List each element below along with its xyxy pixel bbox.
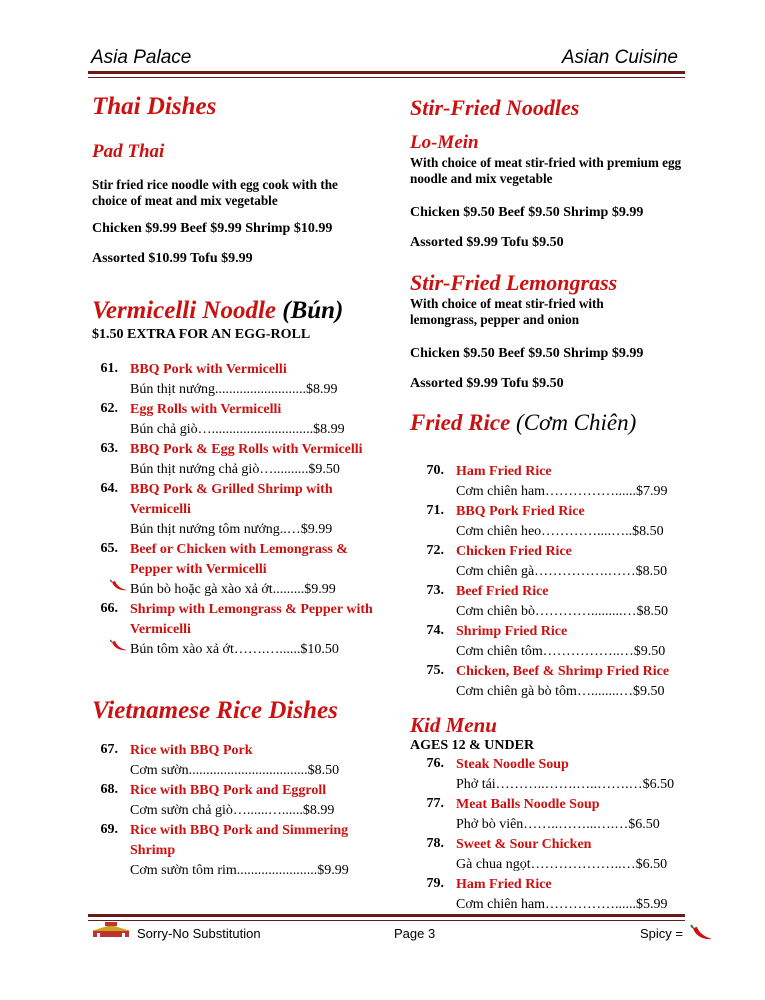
lemongrass-prices: Chicken $9.50 Beef $9.50 Shrimp $9.99 bbox=[410, 346, 644, 361]
menu-item bbox=[92, 741, 382, 781]
item-name: Chicken, Beef & Shrimp Fried Rice bbox=[456, 664, 670, 679]
pad-thai-title: Pad Thai bbox=[92, 141, 165, 162]
vermicelli-title-en: Vermicelli Noodle bbox=[92, 297, 276, 324]
item-viet-name: Cơm sườn chả giò…......…......$8.99 bbox=[130, 803, 335, 818]
lemongrass-desc: With choice of meat stir-fried with lemongrass, pepper and onion bbox=[410, 296, 604, 327]
item-number: 76. bbox=[426, 756, 444, 771]
item-number: 73. bbox=[426, 583, 444, 598]
footer-note: Sorry-No Substitution bbox=[137, 926, 261, 941]
stir-fried-title: Stir-Fried Noodles bbox=[410, 95, 580, 120]
item-name: BBQ Pork & Grilled Shrimp with Vermicelli bbox=[130, 482, 333, 517]
menu-item bbox=[418, 795, 698, 835]
item-viet-name: Phở bò viên……..……...….…$6.50 bbox=[456, 817, 660, 832]
item-name: Rice with BBQ Pork and Simmering Shrimp bbox=[130, 823, 349, 858]
item-number: 61. bbox=[100, 361, 118, 376]
lemongrass-prices-2: Assorted $9.99 Tofu $9.50 bbox=[410, 376, 564, 391]
menu-item bbox=[92, 821, 382, 881]
item-name: Ham Fried Rice bbox=[456, 877, 552, 892]
header-rule-thin bbox=[88, 77, 685, 78]
page-number: Page 3 bbox=[394, 926, 436, 941]
item-name: Beef Fried Rice bbox=[456, 584, 549, 599]
item-number: 64. bbox=[100, 481, 118, 496]
lemongrass-title: Stir-Fried Lemongrass bbox=[410, 270, 618, 295]
chili-pepper-icon bbox=[690, 924, 714, 947]
menu-item bbox=[92, 480, 382, 540]
menu-item bbox=[92, 540, 382, 600]
item-viet-name: Phở tái………..…….…..…….…$6.50 bbox=[456, 777, 675, 792]
header-rule bbox=[88, 71, 685, 74]
menu-item bbox=[418, 755, 698, 795]
vermicelli-note: $1.50 EXTRA FOR AN EGG-ROLL bbox=[92, 327, 311, 342]
item-number: 68. bbox=[100, 782, 118, 797]
item-viet-name: Cơm chiên ham……………......$7.99 bbox=[456, 484, 668, 499]
vermicelli-title-viet: (Bún) bbox=[282, 297, 344, 324]
item-number: 62. bbox=[100, 401, 118, 416]
item-viet-name: Bún chả giò….............................$8.99 bbox=[130, 422, 345, 437]
vermicelli-list bbox=[92, 360, 382, 660]
lo-mein-title: Lo-Mein bbox=[410, 132, 479, 153]
item-number: 74. bbox=[426, 623, 444, 638]
item-name: BBQ Pork Fried Rice bbox=[456, 504, 585, 519]
item-viet-name: Bún thịt nướng..........................$8.99 bbox=[130, 382, 338, 397]
pad-thai-desc: Stir fried rice noodle with egg cook with the choice of meat and mix vegetable bbox=[92, 177, 338, 208]
kid-menu-note: AGES 12 & UNDER bbox=[410, 738, 535, 753]
item-viet-name: Bún thịt nướng chả giò…..........$9.50 bbox=[130, 462, 340, 477]
item-number: 67. bbox=[100, 742, 118, 757]
item-name: Ham Fried Rice bbox=[456, 464, 552, 479]
menu-item bbox=[92, 781, 382, 821]
footer-rule bbox=[88, 914, 685, 917]
menu-item bbox=[418, 835, 698, 875]
chili-pepper-icon bbox=[110, 639, 128, 658]
menu-item bbox=[92, 360, 382, 400]
item-name: Sweet & Sour Chicken bbox=[456, 837, 592, 852]
menu-item bbox=[418, 582, 698, 622]
item-number: 65. bbox=[100, 541, 118, 556]
item-name: Shrimp Fried Rice bbox=[456, 624, 568, 639]
item-name: Meat Balls Noodle Soup bbox=[456, 797, 600, 812]
pad-thai-prices-2: Assorted $10.99 Tofu $9.99 bbox=[92, 251, 253, 266]
item-number: 78. bbox=[426, 836, 444, 851]
footer-rule-thin bbox=[88, 920, 685, 921]
item-number: 69. bbox=[100, 822, 118, 837]
menu-item bbox=[92, 400, 382, 440]
item-viet-name: Bún thịt nướng tôm nướng..…$9.99 bbox=[130, 522, 333, 537]
item-viet-name: Cơm sườn tôm rim.......................$9.99 bbox=[130, 863, 349, 878]
kid-menu-title: Kid Menu bbox=[410, 713, 497, 737]
menu-item bbox=[418, 622, 698, 662]
item-number: 66. bbox=[100, 601, 118, 616]
spicy-legend: Spicy = bbox=[640, 926, 683, 941]
item-viet-name: Cơm chiên heo…………....…..$8.50 bbox=[456, 524, 664, 539]
item-viet-name: Cơm chiên gà…………….……$8.50 bbox=[456, 564, 668, 579]
item-number: 70. bbox=[426, 463, 444, 478]
menu-item bbox=[418, 662, 698, 702]
item-number: 71. bbox=[426, 503, 444, 518]
item-viet-name: Cơm chiên gà bò tôm…........…$9.50 bbox=[456, 684, 665, 699]
rice-dishes-title: Vietnamese Rice Dishes bbox=[92, 697, 338, 724]
chili-pepper-icon bbox=[110, 579, 128, 598]
item-viet-name: Gà chua ngọt………………..…$6.50 bbox=[456, 857, 668, 872]
item-name: Egg Rolls with Vermicelli bbox=[130, 402, 282, 417]
fried-rice-list bbox=[418, 462, 698, 702]
item-name: Beef or Chicken with Lemongrass & Pepper with Vermicelli bbox=[130, 542, 348, 577]
item-name: Shrimp with Lemongrass & Pepper with Vermicelli bbox=[130, 602, 373, 637]
item-number: 72. bbox=[426, 543, 444, 558]
item-name: Steak Noodle Soup bbox=[456, 757, 569, 772]
item-viet-name: Cơm chiên tôm……………..…$9.50 bbox=[456, 644, 666, 659]
menu-item bbox=[92, 440, 382, 480]
item-viet-name: Bún tôm xào xả ớt…….…......$10.50 bbox=[130, 642, 339, 657]
item-name: Rice with BBQ Pork and Eggroll bbox=[130, 783, 327, 798]
lo-mein-prices-2: Assorted $9.99 Tofu $9.50 bbox=[410, 235, 564, 250]
item-name: BBQ Pork & Egg Rolls with Vermicelli bbox=[130, 442, 363, 457]
item-viet-name: Bún bò hoặc gà xào xả ớt.........$9.99 bbox=[130, 582, 336, 597]
menu-item bbox=[418, 462, 698, 502]
item-viet-name: Cơm chiên ham……………......$5.99 bbox=[456, 897, 668, 912]
item-number: 75. bbox=[426, 663, 444, 678]
item-number: 63. bbox=[100, 441, 118, 456]
cuisine-label: Asian Cuisine bbox=[561, 47, 678, 68]
menu-item bbox=[92, 600, 382, 660]
pagoda-icon bbox=[91, 922, 131, 938]
restaurant-name: Asia Palace bbox=[91, 47, 192, 68]
vermicelli-title bbox=[92, 297, 343, 325]
rice-dishes-list bbox=[92, 741, 382, 881]
item-viet-name: Cơm chiên bò………….........…$8.50 bbox=[456, 604, 668, 619]
item-name: Rice with BBQ Pork bbox=[130, 743, 253, 758]
pad-thai-prices: Chicken $9.99 Beef $9.99 Shrimp $10.99 bbox=[92, 221, 333, 236]
menu-item bbox=[418, 542, 698, 582]
menu-item bbox=[418, 875, 698, 915]
menu-item bbox=[418, 502, 698, 542]
lo-mein-desc: With choice of meat stir-fried with premium egg noodle and mix vegetable bbox=[410, 155, 682, 186]
fried-rice-title-viet: (Cơm Chiên) bbox=[516, 410, 637, 435]
fried-rice-title-en: Fried Rice bbox=[410, 410, 511, 435]
item-number: 77. bbox=[426, 796, 444, 811]
item-name: BBQ Pork with Vermicelli bbox=[130, 362, 287, 377]
item-name: Chicken Fried Rice bbox=[456, 544, 572, 559]
item-number: 79. bbox=[426, 876, 444, 891]
kid-menu-list bbox=[418, 755, 698, 915]
item-viet-name: Cơm sườn..................................$8.50 bbox=[130, 763, 340, 778]
fried-rice-title bbox=[410, 410, 636, 436]
lo-mein-prices: Chicken $9.50 Beef $9.50 Shrimp $9.99 bbox=[410, 205, 644, 220]
thai-title: Thai Dishes bbox=[92, 93, 217, 120]
